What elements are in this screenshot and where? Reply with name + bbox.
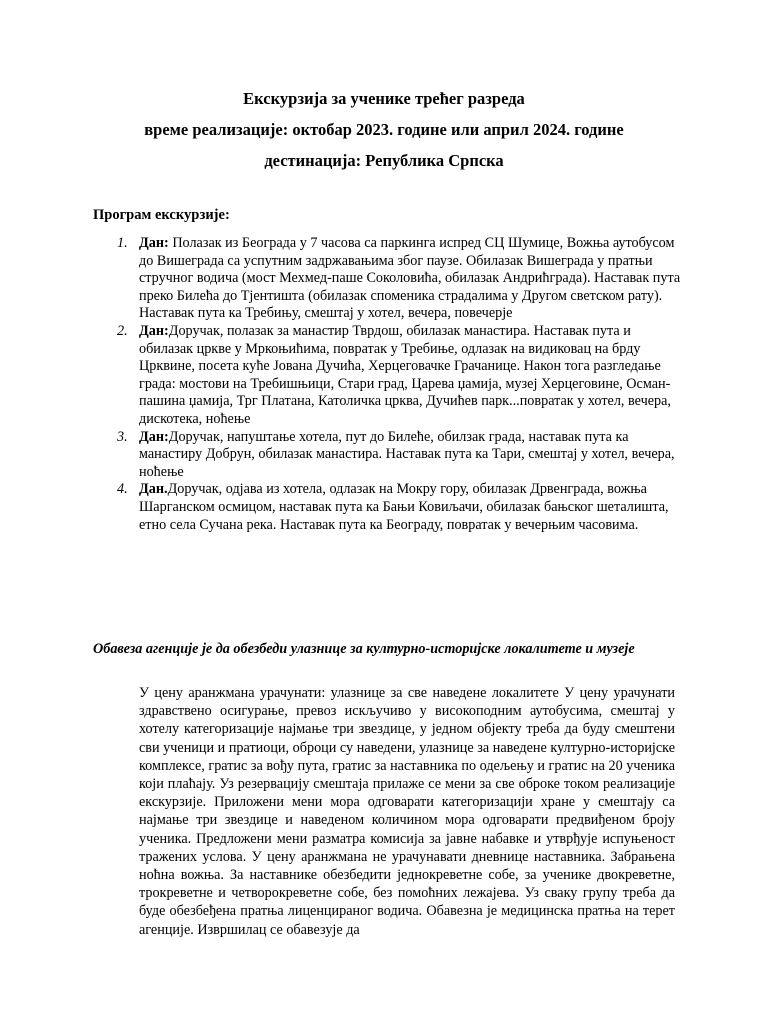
program-label: Програм екскурзије: bbox=[93, 207, 230, 223]
day-item bbox=[117, 235, 687, 323]
day-item bbox=[117, 481, 687, 534]
realization-period: време реализације: октобар 2023. године или април 2024. године bbox=[144, 120, 624, 139]
day-text: Доручак, полазак за манастир Тврдош, обилазак манастира. Наставак пута и обилазак цркве у Мркоњићима, повратак у Требиње, одлазак на видиковац на брду Црквине, посета куће Јована Дучића, Херцеговачке Грачанице. Након тога разгледање града: мостови на Требишњици, Стари град, Царева џамија, музеј Херцеговине, Осман-пашина џамија, Трг Платана, Католичка црква, Дучићев парк...повратак у хотел, вечера, дискотека, ноћење bbox=[139, 322, 671, 427]
day-label: Дан: bbox=[139, 235, 169, 251]
day-number: 3. bbox=[117, 428, 128, 445]
day-text: Доручак, напуштање хотела, пут до Билеће, обилзак града, наставак пута ка манастиру Добрун, обилазак манастира. Наставак пута ка Тари, смештај у хотел, вечера, ноћење bbox=[139, 428, 675, 480]
day-item bbox=[117, 323, 687, 429]
price-includes-paragraph: У цену аранжмана урачунати: улазнице за све наведене локалитете У цену урачунати здравствено осигурање, превоз искључиво у високоподним аутобусима, смештај у хотелу категоризације најмање три звездице, у једном објекту треба да буду смештени сви ученици и пратиоци, оброци су наведени, улазнице за наведене културно-историјске комплексе, гратис за вођу пута, гратис за наставника по одељењу и гратис на 20 ученика који плаћају. Уз резервацију смештаја прилаже се мени за све оброке током реализације екскурзије. Приложени мени мора одговарати категоризацији хране у смештају са најмање три звездице и наведеном количином мора одговарати предвиђеном броју ученика. Предложени мени разматра комисија за јавне набавке и утврђује испуњеност тражених услова. У цену аранжмана не урачунавати дневнице наставника. Забрањена ноћна вожња. За наставнике обезбедити једнокреветне собе, за ученике двокреветне, трокреветне и четворокреветне собе, без помоћних лежајева. Уз сваку групу треба да буде обезбеђена пратња лиценцираног водича. Обавезна је медицинска пратња на терет агенције. Извршилац се обавезује да bbox=[139, 685, 675, 938]
day-number: 4. bbox=[117, 481, 128, 498]
day-number: 2. bbox=[117, 322, 128, 339]
day-text: Полазак из Београда у 7 часова са паркинга испред СЦ Шумице, Вожња аутобусом до Вишеграда са успутним задржавањима због паузе. Обилазак Вишеграда у пратњи стручног водича (мост Мехмед-паше Соколовића, обилазак Андрићграда). Наставак пута преко Билећа до Тјентишта (обилазак споменика страдалима у Другом светском рату). Наставак пута ка Требињу, смештај у хотел, вечера, повечерје bbox=[139, 235, 681, 322]
day-text: Доручак, одјава из хотела, одлазак на Мокру гору, обилазак Дрвенграда, вожња Шарганском осмицом, наставак пута ка Бањи Ковиљачи, обилазак бањског шеталишта, етно села Сучана река. Наставак пута ка Београду, повратак у вечерњим часовима. bbox=[139, 481, 669, 533]
day-item bbox=[117, 429, 687, 482]
day-number: 1. bbox=[117, 235, 128, 251]
program-days-list bbox=[117, 235, 687, 534]
destination: дестинација: Република Српска bbox=[264, 151, 504, 170]
agency-obligation-heading: Обавеза агенције је да обезбеди улазнице за културно-историјске локалитете и музеје bbox=[93, 641, 635, 657]
document-title: Екскурзија за ученике трећег разреда bbox=[243, 89, 525, 108]
day-label: Дан. bbox=[139, 481, 168, 498]
day-label: Дан: bbox=[139, 428, 169, 445]
day-label: Дан: bbox=[139, 322, 169, 339]
